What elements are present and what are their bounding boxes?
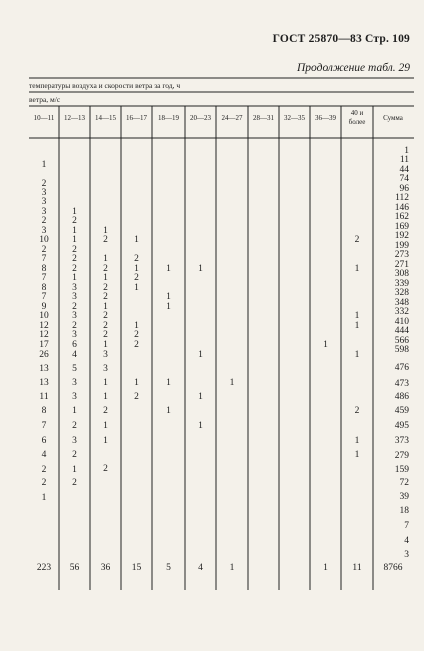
table-cell: 1 bbox=[166, 302, 171, 312]
sum-cell: 328 bbox=[394, 288, 409, 298]
table-cell: 1 bbox=[166, 378, 171, 388]
table-cell: 1 bbox=[229, 378, 235, 388]
column-header: 10—11 bbox=[33, 114, 55, 122]
column-header: 16—17 bbox=[126, 114, 147, 122]
sum-cell: 373 bbox=[394, 436, 409, 446]
table-cell: 2 bbox=[103, 464, 108, 474]
table-cell: 1 bbox=[323, 340, 328, 350]
table-cell: 3 bbox=[72, 436, 77, 446]
table-cell: 1 bbox=[41, 160, 47, 170]
table-cell: 2 bbox=[103, 406, 108, 416]
table-cell: 12 bbox=[39, 321, 49, 331]
table-cell: 1 bbox=[103, 273, 108, 283]
sum-cell: 72 bbox=[399, 478, 409, 488]
table-cell: 13 bbox=[39, 364, 49, 374]
column-header: 18—19 bbox=[158, 114, 179, 122]
table-cell: 7 bbox=[41, 292, 47, 302]
table-cell: 3 bbox=[72, 378, 77, 388]
table-cell: 1 bbox=[166, 264, 171, 274]
table-cell: 10 bbox=[39, 311, 49, 321]
table-cell: 1 bbox=[198, 350, 203, 360]
unit-row: ветра, м/с bbox=[29, 95, 61, 104]
table-cell: 1 bbox=[166, 406, 171, 416]
column-header: 32—35 bbox=[284, 114, 305, 122]
table-cell: 17 bbox=[39, 340, 49, 350]
table-cell: 1 bbox=[41, 493, 47, 503]
sum-cell: 3 bbox=[404, 550, 409, 560]
sum-cell: 332 bbox=[394, 307, 409, 317]
sum-cell: 7 bbox=[404, 521, 409, 531]
table-cell: 3 bbox=[41, 197, 47, 207]
total-cell: 1 bbox=[229, 563, 235, 573]
table-cell: 2 bbox=[72, 264, 77, 274]
table-cell: 1 bbox=[354, 450, 360, 460]
column-header: 36—39 bbox=[315, 114, 336, 122]
table-cell: 2 bbox=[134, 392, 139, 402]
sum-cell: 146 bbox=[394, 203, 409, 213]
table-cell: 2 bbox=[103, 330, 108, 340]
total-cell: 1 bbox=[323, 563, 328, 573]
table-cell: 1 bbox=[72, 465, 77, 475]
table-cell: 2 bbox=[134, 340, 139, 350]
table-cell: 3 bbox=[103, 364, 108, 374]
sum-cell: 473 bbox=[394, 379, 409, 389]
sum-cell: 348 bbox=[394, 298, 409, 308]
table-cell: 1 bbox=[103, 226, 108, 236]
table-cell: 2 bbox=[41, 465, 47, 475]
table-cell: 8 bbox=[41, 283, 47, 293]
sum-cell: 74 bbox=[399, 174, 409, 184]
table-cell: 1 bbox=[198, 264, 203, 274]
table-cell: 3 bbox=[72, 330, 77, 340]
sum-cell: 96 bbox=[399, 184, 409, 194]
table-cell: 7 bbox=[41, 254, 47, 264]
total-cell: 11 bbox=[352, 563, 362, 573]
table-cell: 1 bbox=[134, 283, 139, 293]
table-cell: 2 bbox=[72, 478, 77, 488]
table-cell: 2 bbox=[103, 283, 108, 293]
sum-cell: 1 bbox=[404, 146, 409, 156]
sum-cell: 39 bbox=[399, 492, 409, 502]
table-cell: 2 bbox=[103, 311, 108, 321]
total-cell: 15 bbox=[131, 563, 142, 573]
table-cell: 5 bbox=[72, 364, 77, 374]
page-number: 109 bbox=[392, 33, 410, 45]
table-cell: 3 bbox=[41, 207, 47, 217]
table-cell: 3 bbox=[41, 226, 47, 236]
table-cell: 13 bbox=[39, 378, 49, 388]
table-cell: 1 bbox=[72, 207, 77, 217]
table-cell: 3 bbox=[41, 188, 47, 198]
table-cell: 2 bbox=[72, 321, 77, 331]
table-cell: 12 bbox=[39, 330, 49, 340]
standard-number: ГОСТ 25870—83 bbox=[272, 33, 362, 45]
column-header: 40 и более bbox=[348, 109, 366, 126]
table-cell: 2 bbox=[134, 273, 139, 283]
sum-cell: 44 bbox=[399, 165, 409, 175]
table-cell: 3 bbox=[103, 350, 108, 360]
table-cell: 1 bbox=[103, 436, 108, 446]
table-cell: 6 bbox=[41, 436, 47, 446]
sum-cell: 486 bbox=[394, 392, 409, 402]
sum-cell: 598 bbox=[394, 345, 409, 355]
table-cell: 2 bbox=[72, 450, 77, 460]
table-cell: 1 bbox=[198, 421, 203, 431]
total-cell: 56 bbox=[69, 563, 80, 573]
table-cell: 9 bbox=[41, 302, 47, 312]
sum-cell: 192 bbox=[394, 231, 409, 241]
sum-cell: 162 bbox=[394, 212, 409, 222]
table-cell: 2 bbox=[41, 216, 47, 226]
sum-cell: 271 bbox=[394, 260, 409, 270]
sum-cell: 199 bbox=[394, 241, 409, 251]
sum-cell: 308 bbox=[394, 269, 409, 279]
table-cell: 2 bbox=[103, 321, 108, 331]
table-cell: 2 bbox=[354, 235, 360, 245]
table-cell: 2 bbox=[134, 254, 139, 264]
table-cell: 2 bbox=[72, 302, 77, 312]
table-cell: 2 bbox=[72, 245, 77, 255]
column-header: 12—13 bbox=[64, 114, 85, 122]
column-header: 24—27 bbox=[221, 114, 243, 122]
sum-cell: 18 bbox=[399, 506, 409, 516]
table-cell: 1 bbox=[103, 302, 108, 312]
page-label: Стр. bbox=[365, 33, 390, 45]
table-cell: 7 bbox=[41, 421, 47, 431]
table-cell: 6 bbox=[72, 340, 77, 350]
table-cell: 1 bbox=[354, 436, 360, 446]
table-cell: 2 bbox=[72, 216, 77, 226]
table-cell: 1 bbox=[103, 421, 108, 431]
sum-cell: 410 bbox=[394, 317, 409, 327]
sum-cell: 339 bbox=[394, 279, 409, 289]
table-cell: 7 bbox=[41, 273, 47, 283]
table-cell: 1 bbox=[72, 235, 77, 245]
table-cell: 3 bbox=[72, 311, 77, 321]
table-cell: 2 bbox=[354, 406, 360, 416]
table-cell: 1 bbox=[354, 321, 360, 331]
sum-cell: 169 bbox=[394, 222, 409, 232]
table-cell: 3 bbox=[72, 283, 77, 293]
table-cell: 1 bbox=[134, 235, 139, 245]
table-cell: 1 bbox=[134, 378, 139, 388]
table-cell: 1 bbox=[166, 292, 171, 302]
column-header: 14—15 bbox=[95, 114, 116, 122]
table-cell: 1 bbox=[103, 340, 108, 350]
sum-cell: 444 bbox=[394, 326, 409, 336]
table-cell: 1 bbox=[354, 350, 360, 360]
table-continuation-title: Продолжение табл. 29 bbox=[297, 62, 410, 74]
sum-cell: 11 bbox=[399, 155, 409, 165]
sum-cell: 112 bbox=[395, 193, 409, 203]
table-cell: 11 bbox=[39, 392, 49, 402]
total-cell: 223 bbox=[36, 563, 52, 573]
table-cell: 1 bbox=[72, 273, 77, 283]
table-cell: 3 bbox=[72, 292, 77, 302]
table-cell: 2 bbox=[103, 235, 108, 245]
sum-cell: 159 bbox=[394, 465, 409, 475]
sum-cell: 273 bbox=[394, 250, 409, 260]
table-cell: 1 bbox=[103, 378, 108, 388]
sum-cell: 4 bbox=[404, 536, 409, 546]
table-cell: 2 bbox=[103, 264, 108, 274]
table-cell: 2 bbox=[134, 330, 139, 340]
table-cell: 4 bbox=[41, 450, 47, 460]
table-cell: 1 bbox=[198, 392, 203, 402]
table-cell: 2 bbox=[41, 179, 47, 189]
sum-cell: 279 bbox=[394, 451, 409, 461]
total-cell: 4 bbox=[198, 563, 203, 573]
total-cell: 8766 bbox=[383, 563, 403, 573]
table-cell: 8 bbox=[41, 406, 47, 416]
table-cell: 1 bbox=[354, 311, 360, 321]
table-cell: 2 bbox=[72, 421, 77, 431]
total-cell: 5 bbox=[166, 563, 171, 573]
table-cell: 2 bbox=[103, 292, 108, 302]
table-cell: 2 bbox=[41, 478, 47, 488]
table-cell: 3 bbox=[72, 392, 77, 402]
table-cell: 8 bbox=[41, 264, 47, 274]
table-cell: 1 bbox=[134, 264, 139, 274]
column-header: 28—31 bbox=[253, 114, 274, 122]
sum-cell: 495 bbox=[394, 421, 409, 431]
table-cell: 10 bbox=[39, 235, 49, 245]
table-cell: 4 bbox=[72, 350, 77, 360]
sum-cell: 476 bbox=[394, 363, 409, 373]
table-cell: 26 bbox=[39, 350, 49, 360]
table-cell: 1 bbox=[72, 406, 77, 416]
sum-cell: 566 bbox=[394, 336, 409, 346]
table-cell: 1 bbox=[134, 321, 139, 331]
table-cell: 2 bbox=[41, 245, 47, 255]
table-cell: 2 bbox=[72, 254, 77, 264]
table-cell: 1 bbox=[103, 254, 108, 264]
column-header: 20—23 bbox=[190, 114, 211, 122]
table-cell: 1 bbox=[354, 264, 360, 274]
total-cell: 36 bbox=[100, 563, 111, 573]
table-cell: 1 bbox=[72, 226, 77, 236]
table-caption: температуры воздуха и скорости ветра за год, ч bbox=[29, 81, 181, 90]
sum-cell: 459 bbox=[394, 406, 409, 416]
table-cell: 1 bbox=[103, 392, 108, 402]
column-header: Сумма bbox=[383, 114, 403, 122]
